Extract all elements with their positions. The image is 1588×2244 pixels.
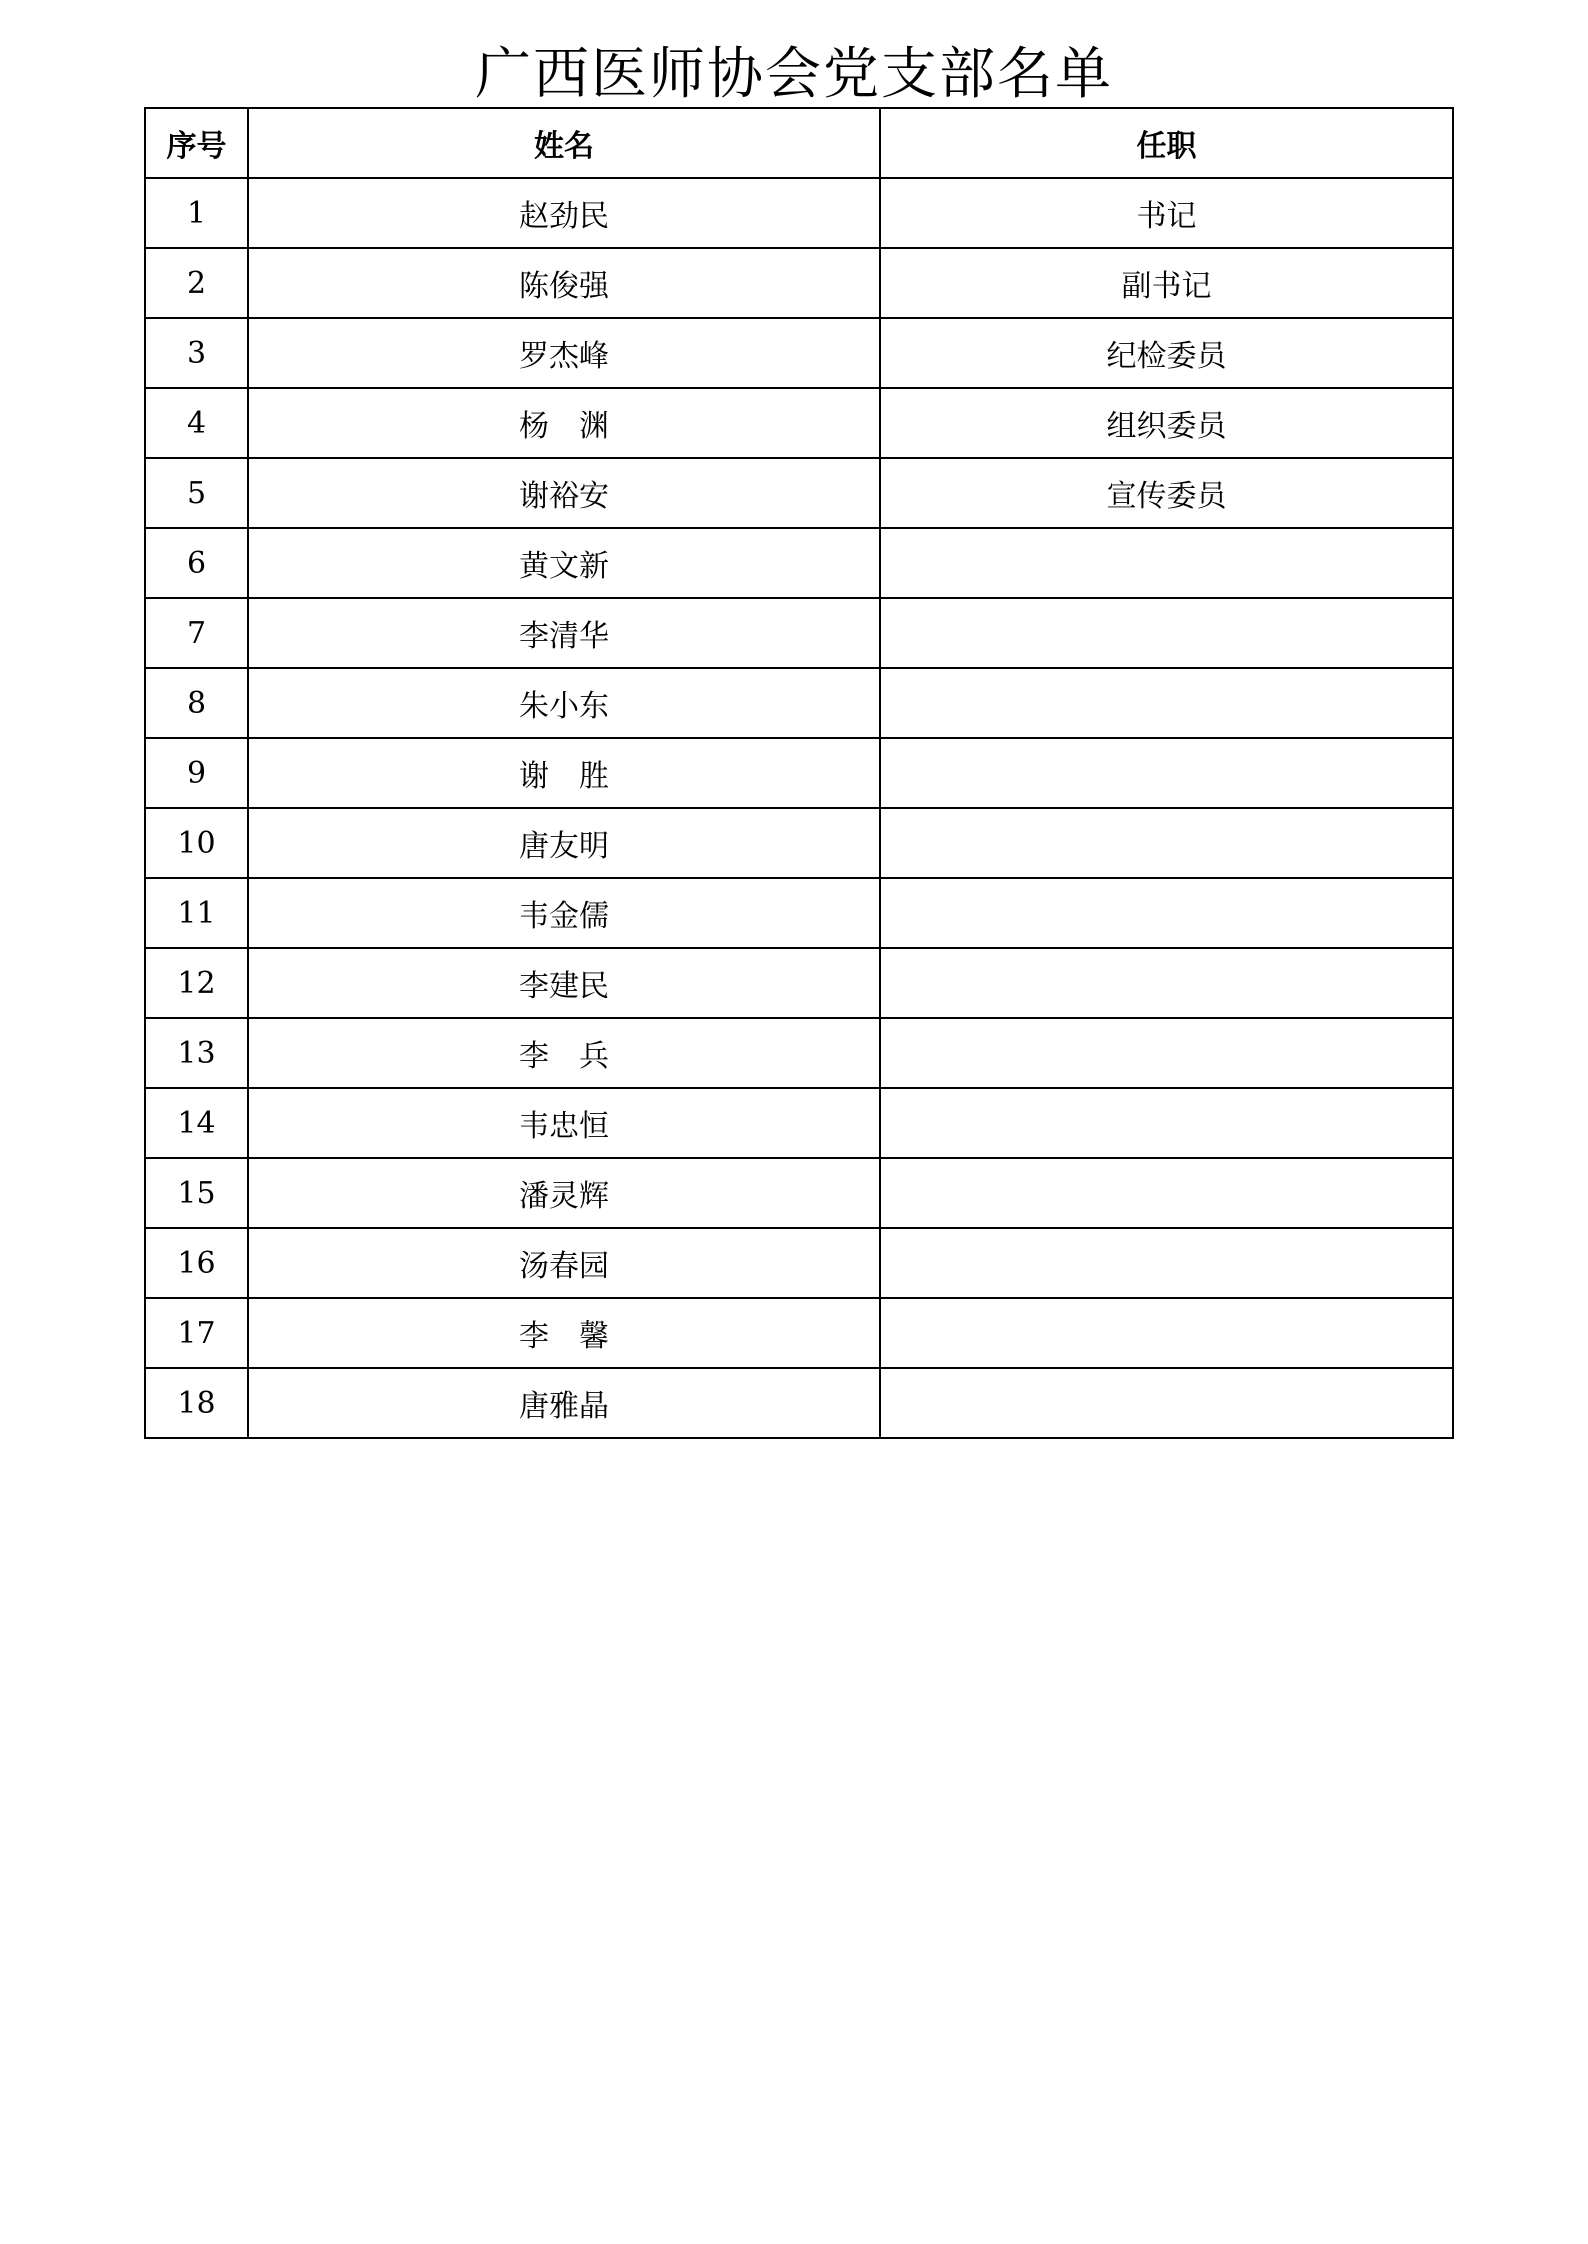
header-name: 姓名 [248, 108, 880, 178]
table-row [145, 1298, 1453, 1368]
cell-role [880, 1228, 1453, 1298]
cell-role [880, 738, 1453, 808]
cell-role [880, 1018, 1453, 1088]
table-row [145, 528, 1453, 598]
cell-name [248, 1018, 880, 1088]
table-row [145, 1368, 1453, 1438]
table-row [145, 1158, 1453, 1228]
cell-no: 12 [145, 948, 248, 1018]
cell-no: 10 [145, 808, 248, 878]
name-text: 赵劲民 [519, 199, 609, 234]
cell-no: 17 [145, 1298, 248, 1368]
cell-no: 8 [145, 668, 248, 738]
table-row [145, 738, 1453, 808]
name-text: 唐雅晶 [519, 1389, 609, 1424]
name-text: 潘灵辉 [519, 1179, 609, 1214]
cell-no: 14 [145, 1088, 248, 1158]
cell-name [248, 948, 880, 1018]
cell-role [880, 808, 1453, 878]
cell-role: 副书记 [880, 248, 1453, 318]
name-text: 汤春园 [519, 1249, 609, 1284]
table-row [145, 1018, 1453, 1088]
table-row [145, 598, 1453, 668]
name-text: 朱小东 [519, 689, 609, 724]
cell-no: 13 [145, 1018, 248, 1088]
table-row [145, 178, 1453, 248]
cell-no: 3 [145, 318, 248, 388]
cell-name [248, 598, 880, 668]
name-text: 李 兵 [519, 1039, 609, 1074]
table-row [145, 808, 1453, 878]
table-body [145, 178, 1453, 1438]
cell-name [248, 458, 880, 528]
table-row [145, 668, 1453, 738]
table-header-row [145, 108, 1453, 178]
cell-no: 6 [145, 528, 248, 598]
table-row [145, 248, 1453, 318]
cell-name [248, 1228, 880, 1298]
cell-no: 11 [145, 878, 248, 948]
name-text: 李清华 [519, 619, 609, 654]
table-row [145, 878, 1453, 948]
cell-name [248, 808, 880, 878]
name-text: 唐友明 [519, 829, 609, 864]
cell-name [248, 738, 880, 808]
cell-role [880, 948, 1453, 1018]
cell-name [248, 528, 880, 598]
cell-role [880, 1158, 1453, 1228]
cell-role [880, 598, 1453, 668]
cell-role [880, 668, 1453, 738]
cell-role: 组织委员 [880, 388, 1453, 458]
cell-no: 9 [145, 738, 248, 808]
cell-no: 18 [145, 1368, 248, 1438]
name-text: 韦忠恒 [519, 1109, 609, 1144]
header-role: 任职 [880, 108, 1453, 178]
table-row [145, 458, 1453, 528]
header-no: 序号 [145, 108, 248, 178]
cell-no: 7 [145, 598, 248, 668]
name-text: 陈俊强 [519, 269, 609, 304]
cell-no: 5 [145, 458, 248, 528]
cell-name [248, 178, 880, 248]
name-text: 黄文新 [519, 549, 609, 584]
cell-name [248, 248, 880, 318]
table-row [145, 948, 1453, 1018]
cell-no: 1 [145, 178, 248, 248]
cell-name [248, 318, 880, 388]
cell-role: 纪检委员 [880, 318, 1453, 388]
name-text: 韦金儒 [519, 899, 609, 934]
cell-no: 16 [145, 1228, 248, 1298]
table-row [145, 1228, 1453, 1298]
cell-role [880, 1088, 1453, 1158]
cell-name [248, 668, 880, 738]
cell-name [248, 1368, 880, 1438]
cell-no: 4 [145, 388, 248, 458]
member-table [144, 107, 1454, 1439]
name-text: 李 馨 [519, 1319, 609, 1354]
table-row [145, 1088, 1453, 1158]
cell-role [880, 1298, 1453, 1368]
cell-role [880, 528, 1453, 598]
cell-name [248, 1158, 880, 1228]
cell-role: 宣传委员 [880, 458, 1453, 528]
page-title: 广西医师协会党支部名单 [475, 42, 1113, 107]
cell-name [248, 1088, 880, 1158]
table-row [145, 318, 1453, 388]
name-text: 谢裕安 [519, 479, 609, 514]
cell-name [248, 1298, 880, 1368]
cell-name [248, 878, 880, 948]
table-row [145, 388, 1453, 458]
cell-role [880, 1368, 1453, 1438]
name-text: 谢 胜 [519, 759, 609, 794]
cell-role [880, 878, 1453, 948]
cell-no: 15 [145, 1158, 248, 1228]
name-text: 杨 渊 [519, 409, 609, 444]
cell-no: 2 [145, 248, 248, 318]
cell-name [248, 388, 880, 458]
name-text: 罗杰峰 [519, 339, 609, 374]
cell-role: 书记 [880, 178, 1453, 248]
name-text: 李建民 [519, 969, 609, 1004]
